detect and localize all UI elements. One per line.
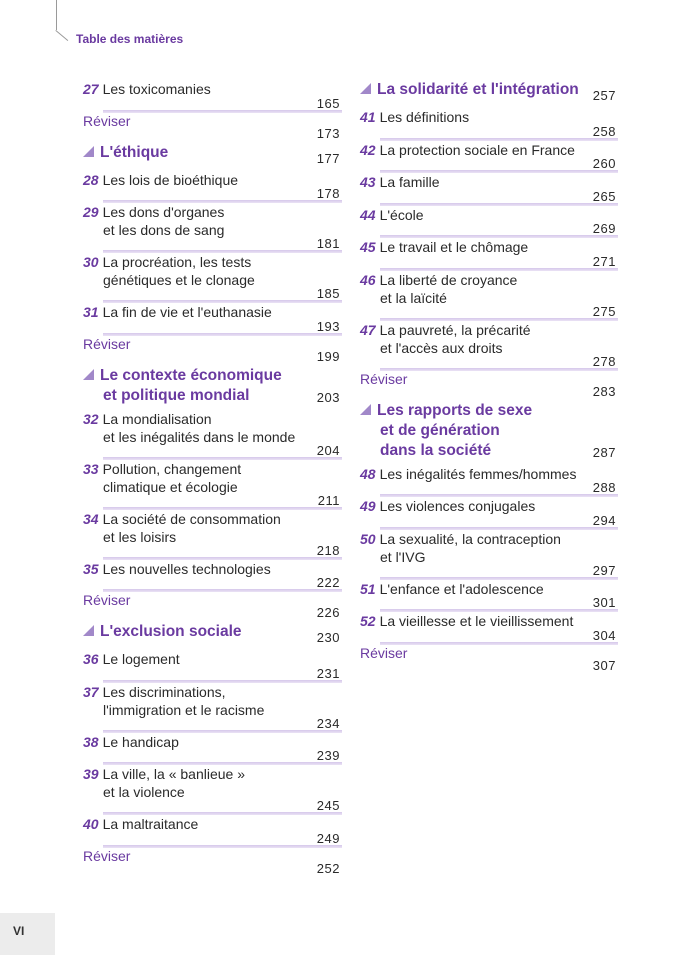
toc-entry-text: [360, 173, 618, 191]
toc-entry[interactable]: [360, 238, 618, 271]
chapter-number: 49: [360, 498, 376, 514]
page-number: 257: [592, 88, 616, 103]
toc-entry-text: [360, 530, 618, 566]
toc-entry[interactable]: [360, 108, 618, 141]
page-number: 287: [592, 444, 616, 460]
page-number: 269: [592, 221, 616, 236]
page-number: 265: [592, 188, 616, 204]
page-number: 271: [592, 253, 616, 269]
toc-entry-text: [83, 410, 342, 446]
reviser-label: Réviser: [360, 644, 408, 661]
toc-entry-line: l'immigration et le racisme: [103, 701, 265, 718]
section-heading[interactable]: [83, 366, 342, 410]
chapter-number: 44: [360, 206, 376, 223]
toc-entry-line: Les lois de bioéthique: [102, 171, 239, 188]
section-heading[interactable]: [360, 401, 618, 465]
toc-entry-text: [360, 612, 618, 630]
page-number: 185: [316, 286, 340, 301]
toc-entry[interactable]: [83, 733, 342, 766]
toc-entry-text: [83, 733, 342, 751]
section-title-line: L'exclusion sociale: [100, 623, 242, 640]
page-number: 193: [316, 318, 340, 334]
toc-entry-text: [360, 108, 618, 126]
chapter-number: 48: [360, 465, 376, 482]
page-number: 178: [316, 186, 340, 201]
toc-entry-line: Pollution, changement: [102, 460, 242, 477]
page-number: 304: [592, 627, 616, 643]
page-number: 165: [316, 95, 340, 111]
section-triangle-icon: [83, 146, 94, 157]
toc-entry[interactable]: [360, 580, 618, 613]
page-number: 177: [316, 150, 340, 166]
toc-entry-line: Les dons d'organes: [102, 204, 225, 220]
section-heading[interactable]: [360, 80, 618, 108]
toc-entry-line: Les toxicomanies: [102, 81, 211, 97]
toc-entry-line: La pauvreté, la précarité: [379, 321, 531, 338]
page-number: 283: [592, 383, 616, 399]
toc-entry-line: Le travail et le chômage: [379, 239, 529, 255]
toc-entry-line: Les violences conjugales: [379, 498, 536, 514]
toc-entry-text: [360, 141, 618, 159]
toc-entry[interactable]: [360, 206, 618, 239]
toc-entry[interactable]: [83, 683, 342, 733]
toc-entry[interactable]: [83, 510, 342, 560]
section-triangle-icon: [83, 369, 94, 380]
toc-entry-line: La fin de vie et l'euthanasie: [102, 304, 272, 320]
section-title-line: et politique mondial: [103, 386, 250, 404]
toc-entry[interactable]: [360, 141, 618, 174]
toc-entry-line: Les inégalités femmes/hommes: [379, 465, 577, 482]
toc-entry-line: La sexualité, la contraception: [379, 530, 561, 547]
toc-entry[interactable]: [83, 171, 342, 204]
toc-entry[interactable]: [360, 271, 618, 321]
page-number: 258: [592, 123, 616, 139]
toc-entry-line: Le logement: [102, 651, 180, 667]
chapter-number: 29: [83, 204, 99, 220]
page-number: 275: [592, 303, 616, 319]
page-number: 249: [316, 830, 340, 846]
toc-entry[interactable]: [83, 560, 342, 593]
chapter-number: 28: [83, 171, 99, 188]
reviser-label: Réviser: [83, 335, 131, 352]
toc-entry-text: [83, 171, 342, 189]
chapter-number: 36: [83, 651, 99, 667]
chapter-number: 42: [360, 141, 376, 158]
toc-entry[interactable]: [83, 303, 342, 336]
toc-entry-line: génétiques et le clonage: [103, 272, 255, 288]
toc-entry-text: [83, 303, 342, 321]
section-title-line: L'éthique: [100, 143, 169, 161]
page-header-title: Table des matières: [76, 32, 184, 46]
toc-entry-line: La société de consommation: [102, 510, 281, 527]
toc-entry-text: [83, 253, 342, 289]
toc-entry-line: Les nouvelles technologies: [102, 560, 271, 577]
page-number: 222: [316, 575, 340, 590]
section-triangle-icon: [360, 404, 371, 415]
toc-entry[interactable]: [83, 460, 342, 510]
section-heading[interactable]: [83, 622, 342, 650]
toc-entry-text: [83, 765, 342, 801]
chapter-number: 51: [360, 580, 376, 597]
reviser-label: Réviser: [83, 592, 131, 608]
toc-entry-text: [360, 238, 618, 256]
page-number: 234: [316, 715, 340, 731]
toc-entry[interactable]: [83, 650, 342, 683]
section-title-line: et de génération: [380, 421, 500, 439]
chapter-number: 43: [360, 174, 376, 190]
chapter-number: 32: [83, 410, 99, 427]
reviser-entry[interactable]: [83, 113, 342, 143]
toc-entry-line: et l'accès aux droits: [380, 339, 503, 356]
toc-entry-line: et l'IVG: [380, 548, 426, 565]
page-number: 231: [316, 665, 340, 681]
chapter-number: 41: [360, 109, 376, 125]
chapter-number: 47: [360, 321, 376, 338]
toc-entry-text: [83, 650, 342, 668]
toc-entry-line: La mondialisation: [102, 410, 212, 427]
toc-entry-line: La ville, la « banlieue »: [102, 766, 246, 782]
page-number: 252: [316, 860, 340, 876]
toc-entry-text: [360, 465, 618, 483]
section-title-line: Les rapports de sexe: [377, 401, 533, 419]
reviser-entry[interactable]: [83, 592, 342, 622]
chapter-number: 35: [83, 560, 99, 577]
toc-entry-line: L'enfance et l'adolescence: [379, 580, 544, 597]
footer-block: [0, 913, 55, 955]
toc-entry-line: et les loisirs: [103, 528, 177, 545]
toc-entry-line: Le handicap: [102, 733, 179, 750]
page-number: 199: [316, 348, 340, 364]
chapter-number: 46: [360, 271, 376, 288]
toc-entry-text: [360, 321, 618, 357]
chapter-number: 27: [83, 81, 99, 97]
toc-entry-text: [83, 683, 342, 719]
toc-entry[interactable]: [360, 173, 618, 206]
toc-entry[interactable]: [360, 497, 618, 530]
page-number: 218: [316, 542, 340, 558]
toc-entry-line: et la violence: [103, 784, 185, 800]
page-number: 230: [316, 630, 340, 645]
toc-entry-text: [360, 497, 618, 515]
toc-entry[interactable]: [360, 530, 618, 580]
toc-right-column: [360, 80, 618, 675]
toc-entry-line: Les définitions: [379, 109, 470, 125]
toc-entry-line: Les discriminations,: [102, 683, 226, 700]
toc-entry-text: [83, 460, 342, 496]
section-triangle-icon: [83, 625, 94, 636]
toc-entry[interactable]: [360, 465, 618, 498]
toc-entry-line: La liberté de croyance: [379, 271, 518, 288]
page-number: 239: [316, 748, 340, 763]
page-number: 173: [316, 125, 340, 141]
page-number: 260: [592, 156, 616, 171]
toc-entry-text: [83, 203, 342, 239]
toc-entry-line: La procréation, les tests: [102, 254, 252, 270]
reviser-label: Réviser: [83, 112, 131, 129]
section-triangle-icon: [360, 83, 371, 94]
page-number: 181: [316, 236, 340, 251]
toc-entry-text: [83, 510, 342, 546]
chapter-number: 38: [83, 733, 99, 750]
toc-entry[interactable]: [83, 815, 342, 848]
chapter-number: 30: [83, 254, 99, 270]
reviser-entry[interactable]: [83, 336, 342, 366]
chapter-number: 40: [83, 816, 99, 832]
chapter-number: 37: [83, 683, 99, 700]
toc-entry[interactable]: [83, 203, 342, 253]
reviser-entry[interactable]: [360, 645, 618, 675]
toc-entry-line: climatique et écologie: [103, 478, 238, 495]
toc-entry[interactable]: [83, 765, 342, 815]
page-number: 297: [592, 562, 616, 578]
toc-entry-line: La famille: [379, 174, 440, 190]
toc-entry-line: La protection sociale en France: [379, 141, 575, 158]
toc-left-column: [83, 80, 342, 878]
reviser-entry[interactable]: [83, 848, 342, 878]
page-number: 245: [316, 798, 340, 813]
toc-entry[interactable]: [83, 410, 342, 460]
toc-entry-text: [360, 271, 618, 307]
toc-entry-text: [83, 80, 342, 98]
toc-entry-line: et les dons de sang: [103, 222, 225, 238]
chapter-number: 34: [83, 510, 99, 527]
toc-entry-line: et la laïcité: [380, 289, 447, 306]
corner-diagonal: [55, 30, 68, 41]
toc-entry-line: La maltraitance: [102, 816, 199, 832]
corner-line: [56, 0, 57, 30]
reviser-label: Réviser: [360, 370, 408, 387]
toc-entry-text: [360, 580, 618, 598]
toc-entry-text: [83, 815, 342, 833]
chapter-number: 45: [360, 239, 376, 255]
chapter-number: 39: [83, 766, 99, 782]
page-number: 203: [316, 389, 340, 405]
chapter-number: 50: [360, 530, 376, 547]
section-heading[interactable]: [83, 143, 342, 171]
toc-entry[interactable]: [360, 321, 618, 371]
toc-entry[interactable]: [83, 80, 342, 113]
reviser-entry[interactable]: [360, 371, 618, 401]
toc-entry-line: et les inégalités dans le monde: [103, 428, 296, 445]
section-title-line: La solidarité et l'intégration: [377, 81, 579, 98]
toc-entry-line: L'école: [379, 206, 424, 223]
page-number: 307: [592, 657, 616, 673]
chapter-number: 31: [83, 304, 99, 320]
page-number: 301: [592, 595, 616, 610]
footer-page-number: VI: [13, 924, 25, 938]
toc-entry-text: [83, 560, 342, 578]
chapter-number: 33: [83, 460, 99, 477]
page-number: 278: [592, 353, 616, 369]
toc-entry-line: La vieillesse et le vieillissement: [379, 613, 574, 629]
page-number: 204: [316, 442, 340, 458]
toc-entry[interactable]: [83, 253, 342, 303]
page-number: 294: [592, 512, 616, 528]
section-title-line: Le contexte économique: [100, 366, 282, 384]
toc-entry[interactable]: [360, 612, 618, 645]
section-title-line: dans la société: [380, 441, 492, 459]
page-number: 226: [316, 605, 340, 620]
page-number: 211: [317, 492, 340, 508]
reviser-label: Réviser: [83, 847, 131, 864]
toc-entry-text: [360, 206, 618, 224]
chapter-number: 52: [360, 613, 376, 629]
page-number: 288: [592, 480, 616, 495]
